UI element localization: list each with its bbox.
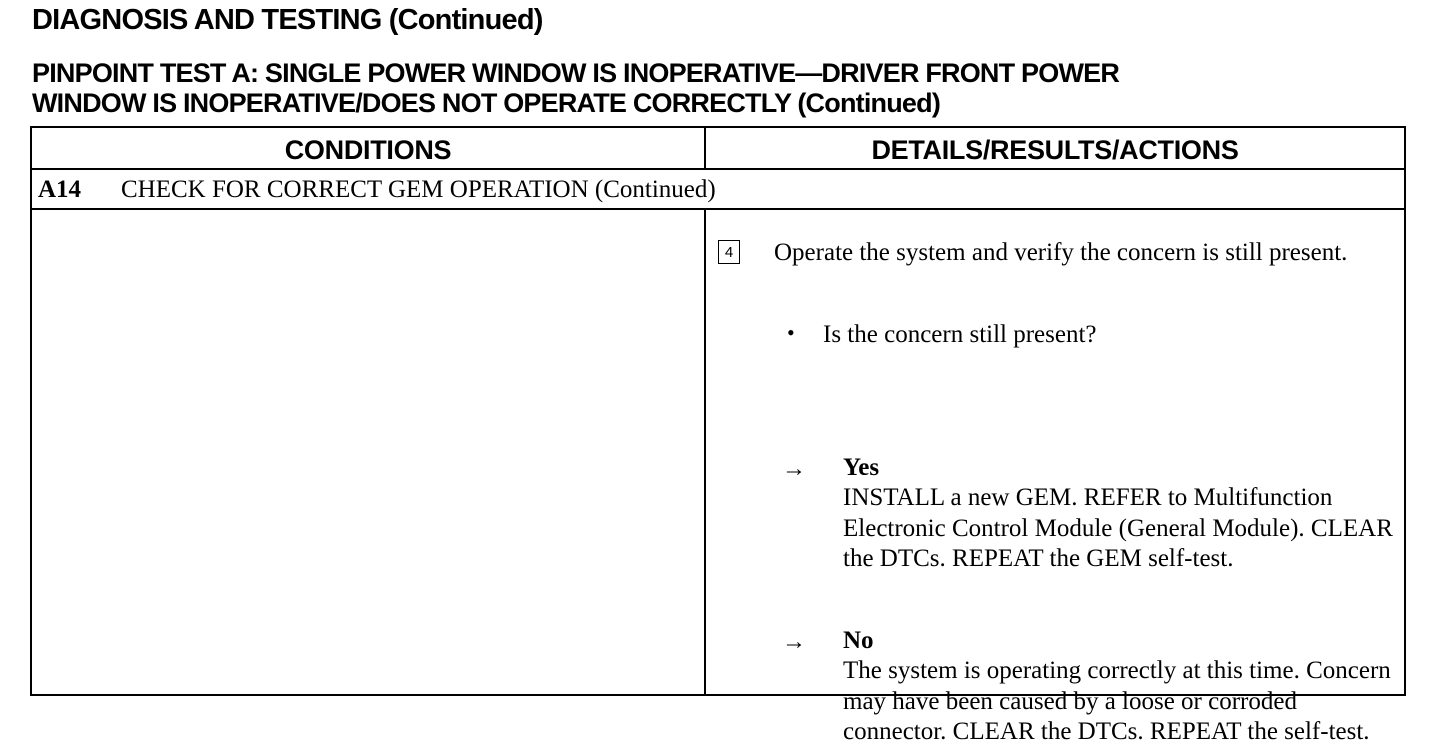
- section-title: DIAGNOSIS AND TESTING (Continued): [32, 4, 543, 36]
- details-cell: [706, 210, 1404, 745]
- conditions-header: CONDITIONS: [32, 128, 706, 168]
- pinpoint-test-table: [30, 126, 1406, 745]
- answer-yes-label: Yes: [843, 454, 880, 481]
- substep-number-box: 4: [718, 240, 740, 264]
- substep-question: Is the concern still present?: [823, 321, 1097, 348]
- step-body-row: [32, 210, 1404, 745]
- arrow-right-icon: →: [782, 456, 806, 482]
- table-header-row: [32, 128, 1404, 170]
- step-number: A14: [38, 176, 82, 203]
- substep-instruction: Operate the system and verify the concern is still present.: [774, 239, 1348, 266]
- details-header: DETAILS/RESULTS/ACTIONS: [871, 135, 1239, 165]
- bullet-icon: •: [787, 320, 795, 345]
- pinpoint-test-title: [32, 58, 1119, 118]
- answer-yes-text: INSTALL a new GEM. REFER to Multifunction Electronic Control Module (General Module). CLEAR the DTCs. REPEAT the GEM self-test.: [843, 484, 1393, 572]
- test-title-line-2: WINDOW IS INOPERATIVE/DOES NOT OPERATE CORRECTLY (Continued): [32, 88, 941, 118]
- step-title: CHECK FOR CORRECT GEM OPERATION (Continued): [121, 176, 716, 203]
- answer-no-label: No: [843, 627, 874, 654]
- step-row: [32, 170, 1404, 210]
- test-title-line-1: PINPOINT TEST A: SINGLE POWER WINDOW IS INOPERATIVE—DRIVER FRONT POWER: [32, 58, 1120, 88]
- answer-no-text: The system is operating correctly at this time. Concern may have been caused by a loose or corroded connector. CLEAR the DTCs. REPEAT the self-test.: [843, 657, 1391, 745]
- arrow-right-icon: →: [782, 629, 806, 655]
- conditions-cell: [32, 210, 706, 694]
